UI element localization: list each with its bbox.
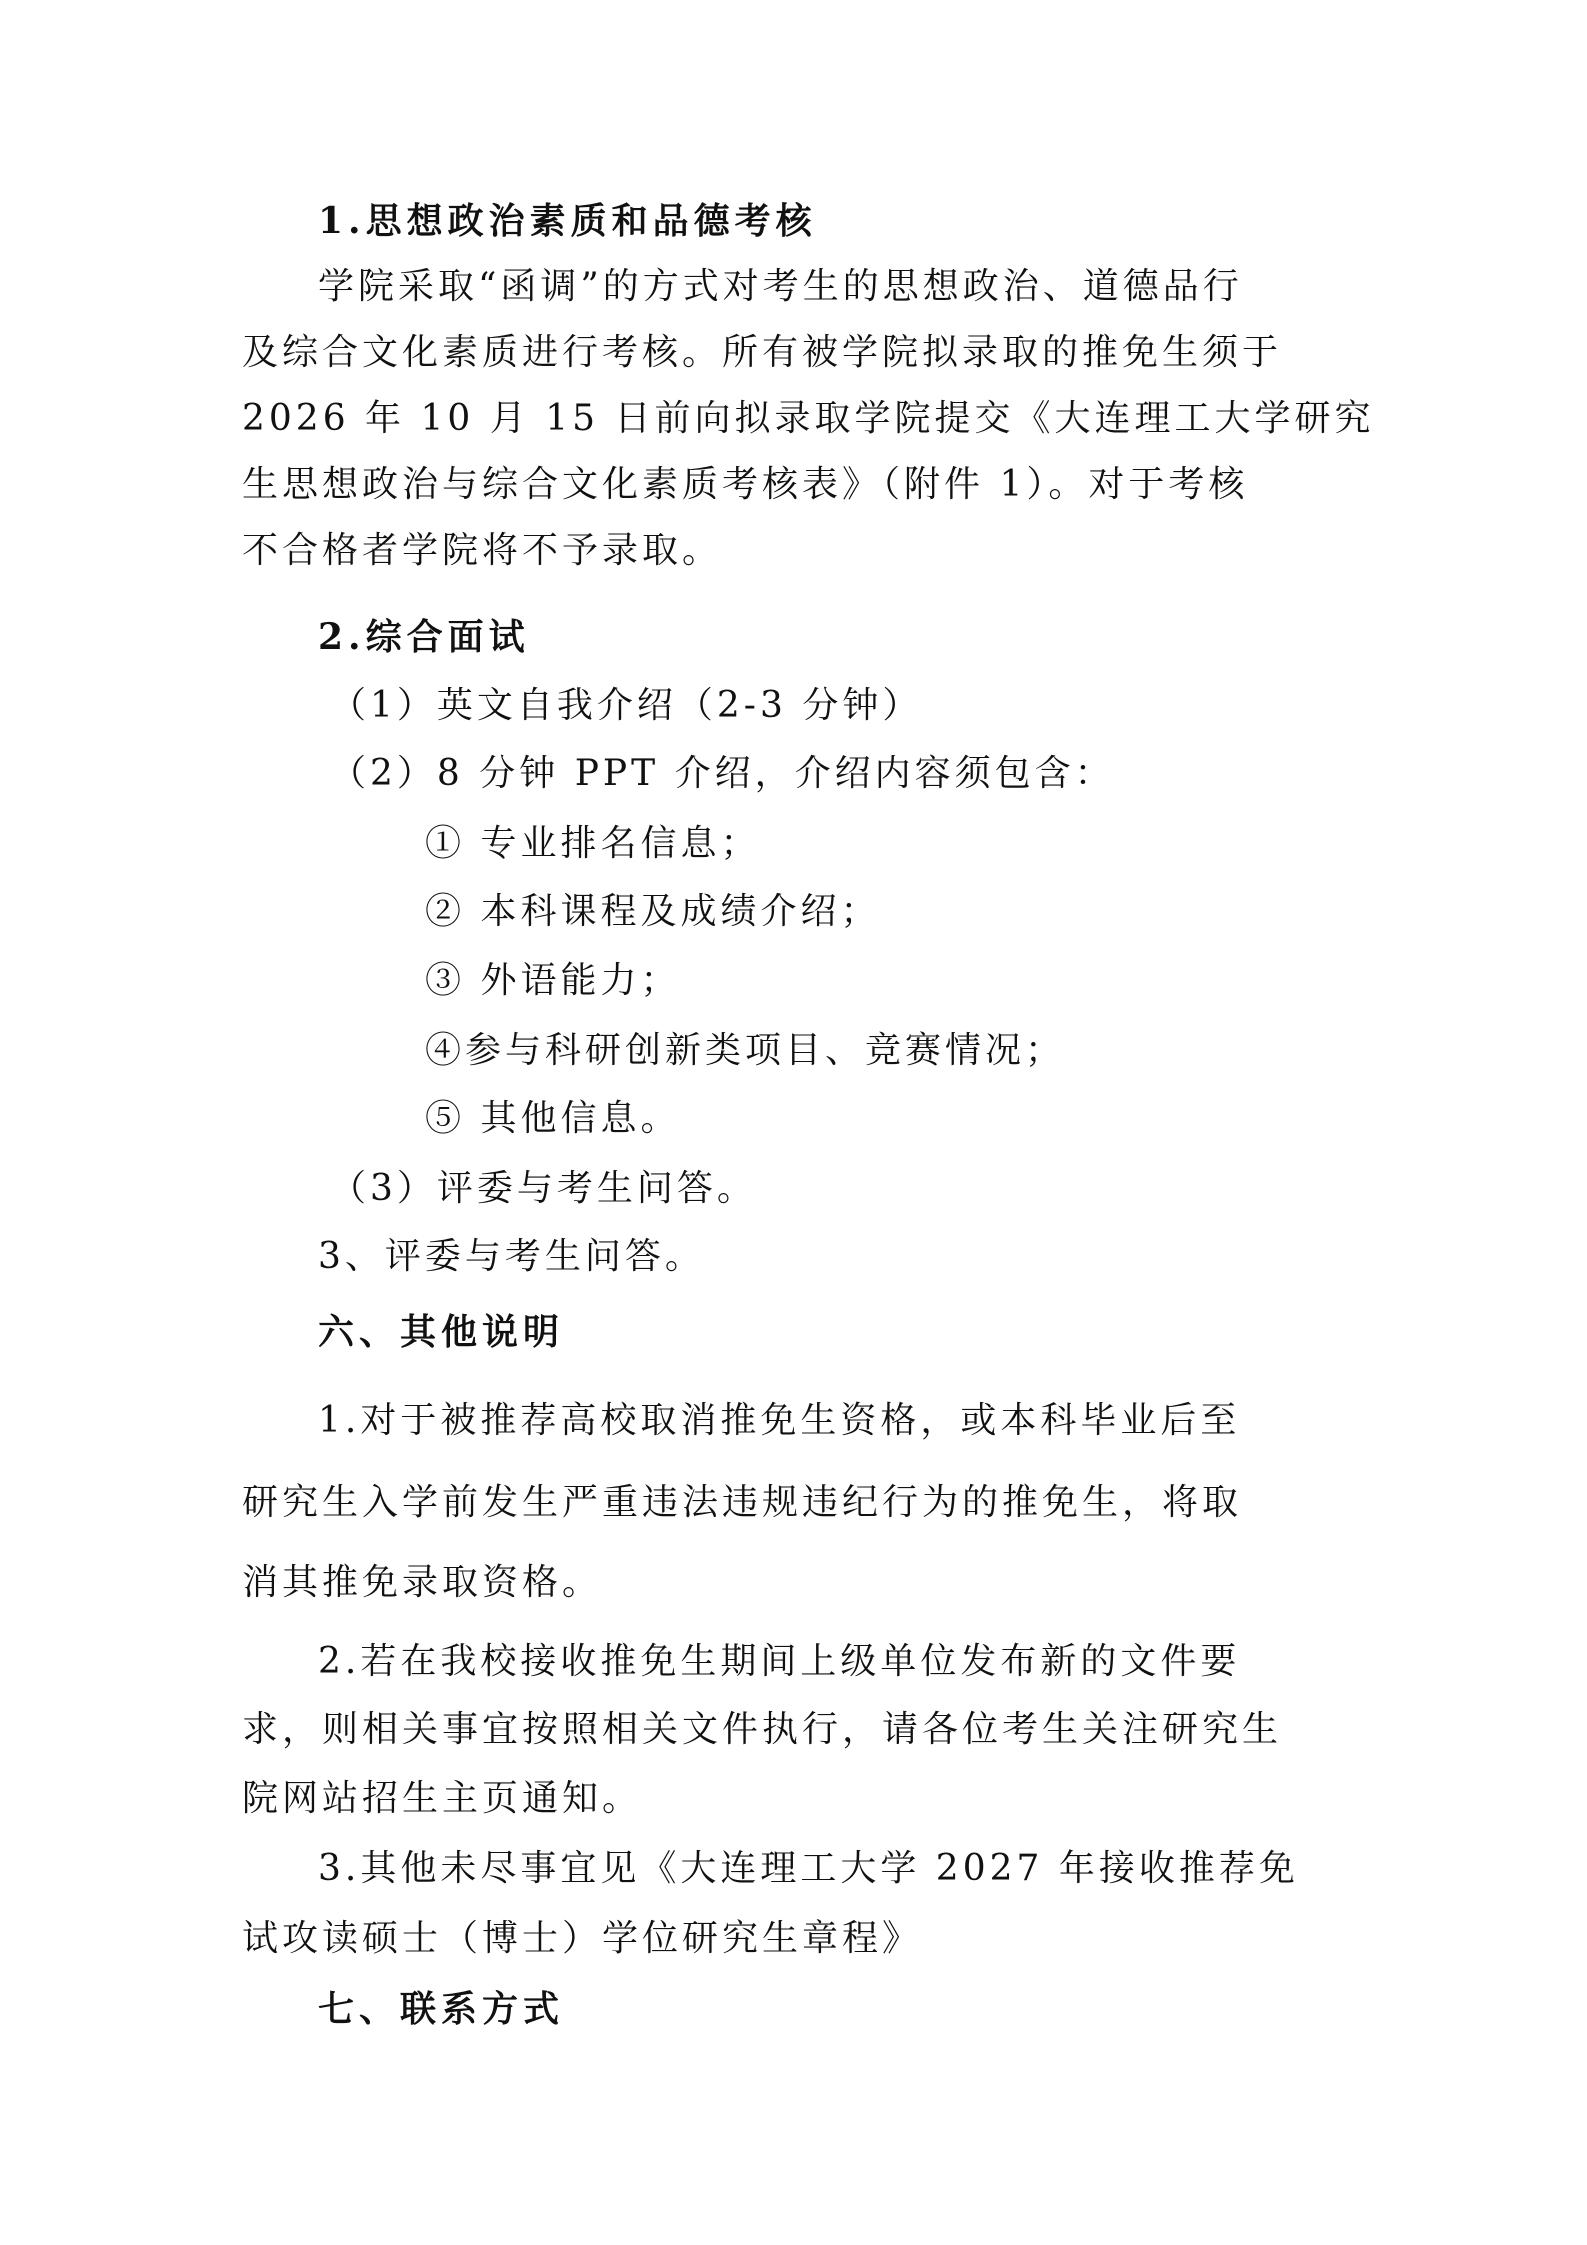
- list-item: （3）评委与考生问答。: [330, 1168, 757, 1209]
- paragraph-line: 学院采取“函调”的方式对考生的思想政治、道德品行: [318, 266, 1243, 307]
- paragraph-line: 1.对于被推荐高校取消推免生资格，或本科毕业后至: [318, 1400, 1241, 1441]
- section-heading-interview: 2.综合面试: [318, 616, 530, 658]
- paragraph-line: 3、评委与考生问答。: [318, 1236, 705, 1277]
- paragraph-line: 2026 年 10 月 15 日前向拟录取学院提交《大连理工大学研究: [242, 398, 1375, 439]
- paragraph-line: 消其推免录取资格。: [242, 1562, 603, 1603]
- list-subitem: ④参与科研创新类项目、竞赛情况；: [425, 1030, 1066, 1071]
- list-subitem: ③ 外语能力；: [425, 960, 681, 1001]
- list-subitem: ⑤ 其他信息。: [425, 1098, 681, 1139]
- paragraph-line: 生思想政治与综合文化素质考核表》（附件 1）。对于考核: [242, 464, 1249, 505]
- section-heading-ideology: 1.思想政治素质和品德考核: [318, 200, 817, 242]
- paragraph-line: 试攻读硕士（博士）学位研究生章程》: [242, 1918, 923, 1959]
- paragraph-line: 2.若在我校接收推免生期间上级单位发布新的文件要: [318, 1641, 1241, 1682]
- list-item: （1）英文自我介绍（2-3 分钟）: [330, 685, 923, 726]
- paragraph-line: 及综合文化素质进行考核。所有被学院拟录取的推免生须于: [242, 332, 1283, 373]
- paragraph-line: 研究生入学前发生严重违法违规违纪行为的推免生，将取: [242, 1482, 1243, 1523]
- section-heading-other-notes: 六、其他说明: [318, 1311, 565, 1353]
- paragraph-line: 院网站招生主页通知。: [242, 1778, 643, 1819]
- list-subitem: ① 专业排名信息；: [425, 823, 761, 864]
- section-heading-contact: 七、联系方式: [318, 1988, 565, 2030]
- paragraph-line: 3.其他未尽事宜见《大连理工大学 2027 年接收推荐免: [318, 1848, 1299, 1889]
- list-subitem: ② 本科课程及成绩介绍；: [425, 891, 881, 932]
- list-item: （2）8 分钟 PPT 介绍，介绍内容须包含：: [330, 753, 1115, 794]
- paragraph-line: 求，则相关事宜按照相关文件执行，请各位考生关注研究生: [242, 1709, 1283, 1750]
- paragraph-line: 不合格者学院将不予录取。: [242, 530, 723, 571]
